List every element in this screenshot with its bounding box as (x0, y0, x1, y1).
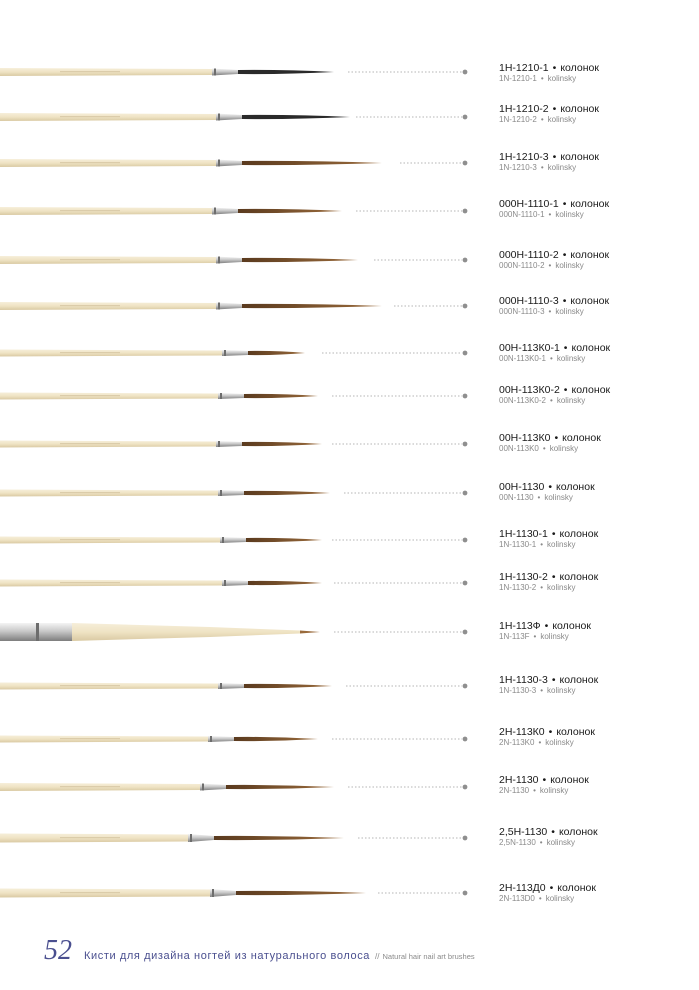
brush-ferrule-ring (218, 303, 220, 310)
page-footer (44, 935, 475, 965)
brush-hair (238, 209, 342, 213)
brush-imprint (60, 738, 120, 739)
brush-4 (0, 207, 467, 215)
brush-ferrule-ring (214, 208, 216, 215)
brush-material-en: kolinsky (547, 74, 577, 83)
brush-9 (0, 441, 467, 448)
brush-label-en (499, 210, 694, 220)
leader-dot (463, 442, 468, 447)
bullet: • (562, 198, 567, 210)
bullet: • (538, 894, 542, 903)
brush-imprint (60, 210, 120, 211)
brush-code: 1Н-113Ф (499, 620, 541, 632)
brush-material-en: kolinsky (547, 163, 577, 172)
brush-hair (234, 737, 318, 741)
brush-ferrule-ring (222, 537, 224, 543)
brush-material-en: kolinsky (546, 838, 576, 847)
bullet: • (544, 620, 549, 632)
brush-8 (0, 393, 467, 400)
brush-material: колонок (560, 103, 599, 115)
brush-hair (248, 581, 322, 585)
brush-material-en: kolinsky (545, 738, 574, 747)
brush-handle (72, 623, 300, 641)
brush-code: 00Н-113К0-1 (499, 342, 560, 354)
bullet: • (540, 686, 544, 695)
brush-imprint (60, 685, 120, 686)
bullet: • (540, 115, 544, 124)
leader-dot (463, 258, 468, 263)
footer-title-en: Natural hair nail art brushes (382, 952, 475, 961)
brush-hair (242, 258, 358, 262)
brush-hair (238, 70, 334, 74)
brush-ferrule-ring (218, 160, 220, 167)
brush-material: колонок (570, 249, 610, 261)
bullet: • (550, 396, 553, 405)
brush-5 (0, 256, 467, 264)
brush-hair (242, 442, 322, 446)
bullet: • (563, 342, 568, 354)
brush-imprint (60, 582, 120, 583)
bullet: • (550, 354, 553, 363)
brush-3 (0, 159, 467, 167)
brush-label-ru (499, 295, 694, 307)
brush-material: колонок (571, 384, 611, 396)
brush-15 (0, 736, 467, 743)
bullet: • (552, 151, 557, 163)
brush-label-10 (499, 481, 694, 503)
leader-dot (463, 836, 468, 841)
brush-label-en (499, 493, 694, 503)
brush-material: колонок (558, 826, 598, 838)
brush-hair (214, 836, 344, 840)
brush-label-3 (499, 151, 694, 173)
brush-1 (0, 68, 467, 76)
brush-code-en: 1N-1130-1 (499, 540, 537, 549)
leader-dot (463, 394, 468, 399)
brush-code: 00Н-113К0 (499, 432, 551, 444)
leader-dot (463, 304, 468, 309)
brush-material: колонок (570, 198, 610, 210)
brush-code: 1Н-1130-3 (499, 674, 548, 686)
brush-code-en: 1N-1210-2 (499, 115, 537, 124)
brush-material-en: kolinsky (540, 632, 569, 641)
brush-hair (248, 351, 305, 355)
brush-imprint (60, 305, 120, 306)
brush-code-en: 1N-1130-3 (499, 686, 537, 695)
brush-label-en (499, 786, 694, 796)
brush-label-en (499, 686, 694, 696)
brush-code: 2Н-113Д0 (499, 882, 546, 894)
leader-dot (463, 538, 468, 543)
brush-label-en (499, 354, 694, 364)
bullet: • (533, 632, 537, 641)
brush-label-en (499, 583, 694, 593)
brush-label-ru (499, 882, 694, 894)
brush-label-5 (499, 249, 694, 271)
brush-label-en (499, 307, 694, 317)
leader-dot (463, 70, 468, 75)
brush-material-en: kolinsky (547, 115, 577, 124)
brush-code: 000Н-1110-3 (499, 295, 559, 307)
leader-dot (463, 351, 468, 356)
brush-material: колонок (562, 432, 601, 444)
brush-imprint (60, 116, 120, 117)
bullet: • (540, 540, 544, 549)
brush-material-en: kolinsky (556, 354, 586, 363)
brush-material: колонок (557, 882, 596, 894)
leader-dot (463, 891, 468, 896)
brush-hair (300, 631, 320, 634)
brush-label-ru (499, 620, 694, 632)
brush-ferrule-ring (210, 736, 212, 742)
brush-label-en (499, 540, 694, 550)
bullet: • (540, 163, 544, 172)
leader-dot (463, 684, 468, 689)
brush-18 (0, 889, 467, 898)
brush-label-17 (499, 826, 694, 848)
bullet: • (549, 882, 554, 894)
brush-label-1 (499, 62, 694, 84)
brush-material: колонок (550, 774, 589, 786)
brush-imprint (60, 71, 120, 72)
bullet: • (540, 74, 544, 83)
brush-label-en (499, 163, 694, 173)
footer-title-ru: Кисти для дизайна ногтей из натурального волоса (84, 950, 371, 962)
brush-label-en (499, 74, 694, 84)
brush-label-ru (499, 774, 694, 786)
bullet: • (552, 103, 557, 115)
brush-code-en: 1N-1210-3 (499, 163, 537, 172)
brush-label-en (499, 894, 694, 904)
brush-ferrule-ring (218, 114, 220, 121)
brush-ferrule-ring (190, 834, 192, 842)
bullet: • (548, 261, 552, 270)
brush-ferrule-ring (212, 889, 214, 897)
leader-dot (463, 161, 468, 166)
brush-label-6 (499, 295, 694, 317)
brush-material-en: kolinsky (545, 894, 575, 903)
bullet: • (548, 726, 553, 738)
brush-code-en: 000N-1110-3 (499, 307, 545, 316)
brush-label-8 (499, 384, 694, 406)
brush-code-en: 1N-113F (499, 632, 530, 641)
brush-ferrule-ring (220, 393, 222, 399)
brush-material: колонок (556, 481, 595, 493)
brush-hair (242, 115, 350, 119)
brush-imprint (60, 443, 120, 444)
brush-label-11 (499, 528, 694, 550)
bullet: • (542, 774, 547, 786)
brush-material: колонок (556, 726, 595, 738)
brush-code-en: 00N-113K0-2 (499, 396, 546, 405)
brush-hair (242, 304, 382, 308)
brush-label-ru (499, 674, 694, 686)
brush-code: 000Н-1110-1 (499, 198, 559, 210)
leader-dot (463, 737, 468, 742)
brush-code-en: 000N-1110-2 (499, 261, 545, 270)
brush-label-en (499, 444, 694, 454)
brush-10 (0, 490, 467, 497)
bullet: • (562, 295, 567, 307)
brush-code-en: 2N-1130 (499, 786, 530, 795)
brush-code: 1Н-1210-3 (499, 151, 549, 163)
leader-dot (463, 581, 468, 586)
bullet: • (539, 838, 543, 847)
brush-code-en: 2,5N-1130 (499, 838, 536, 847)
brush-code-en: 2N-113D0 (499, 894, 535, 903)
brush-code: 000Н-1110-2 (499, 249, 559, 261)
leader-dot (463, 491, 468, 496)
brush-label-ru (499, 198, 694, 210)
brush-material-en: kolinsky (549, 444, 579, 453)
brush-label-15 (499, 726, 694, 748)
brush-code: 00Н-1130 (499, 481, 545, 493)
leader-dot (463, 115, 468, 120)
brush-label-ru (499, 103, 694, 115)
brush-label-9 (499, 432, 694, 454)
brush-label-2 (499, 103, 694, 125)
brush-imprint (60, 162, 120, 163)
brush-imprint (60, 259, 120, 260)
brush-imprint (60, 395, 120, 396)
brush-label-en (499, 632, 694, 642)
brush-label-ru (499, 481, 694, 493)
bullet: • (533, 786, 536, 795)
brush-material: колонок (560, 151, 599, 163)
brush-13 (0, 623, 467, 641)
brush-17 (0, 834, 467, 843)
brush-ferrule-ring (202, 784, 204, 791)
bullet: • (551, 528, 556, 540)
brush-label-ru (499, 342, 694, 354)
brush-material-en: kolinsky (556, 396, 586, 405)
brush-ferrule-ring (214, 69, 216, 76)
brush-code: 2Н-1130 (499, 774, 539, 786)
brush-label-4 (499, 198, 694, 220)
brush-code: 2,5Н-1130 (499, 826, 548, 838)
brush-code-en: 00N-1130 (499, 493, 534, 502)
brush-imprint (60, 352, 120, 353)
brush-label-en (499, 115, 694, 125)
leader-dot (463, 785, 468, 790)
brush-14 (0, 683, 467, 690)
brush-material-en: kolinsky (547, 540, 576, 549)
bullet: • (540, 583, 544, 592)
brush-label-13 (499, 620, 694, 642)
brush-label-12 (499, 571, 694, 593)
bullet: • (551, 571, 556, 583)
brush-code-en: 1N-1130-2 (499, 583, 537, 592)
brush-ferrule-ring (218, 441, 220, 447)
brush-imprint (60, 892, 120, 893)
brush-material: колонок (559, 674, 599, 686)
brush-label-14 (499, 674, 694, 696)
brush-material-en: kolinsky (547, 583, 576, 592)
brush-11 (0, 537, 467, 544)
brush-code-en: 00N-113K0 (499, 444, 539, 453)
brush-material: колонок (559, 571, 599, 583)
brush-label-en (499, 261, 694, 271)
brush-label-en (499, 838, 694, 848)
brush-material: колонок (559, 528, 599, 540)
brush-code: 00Н-113К0-2 (499, 384, 560, 396)
brush-7 (0, 350, 467, 357)
brush-hair (244, 394, 318, 398)
brush-material-en: kolinsky (555, 210, 584, 219)
bullet: • (554, 432, 559, 444)
brush-material: колонок (552, 620, 591, 632)
brush-ferrule-ring (224, 350, 226, 356)
brush-code: 1Н-1210-2 (499, 103, 549, 115)
brush-material-en: kolinsky (555, 307, 584, 316)
brush-label-ru (499, 62, 694, 74)
brush-label-18 (499, 882, 694, 904)
brush-label-ru (499, 726, 694, 738)
brush-label-16 (499, 774, 694, 796)
brush-material: колонок (571, 342, 611, 354)
brush-material-en: kolinsky (539, 786, 569, 795)
brush-label-ru (499, 432, 694, 444)
brush-code-en: 2N-113K0 (499, 738, 535, 747)
bullet: • (563, 384, 568, 396)
brush-imprint (60, 492, 120, 493)
brush-imprint (60, 539, 120, 540)
brush-6 (0, 302, 467, 310)
brush-code: 1Н-1210-1 (499, 62, 549, 74)
footer-separator: // (375, 952, 380, 961)
brush-code: 1Н-1130-1 (499, 528, 548, 540)
bullet: • (562, 249, 567, 261)
brush-label-ru (499, 249, 694, 261)
brush-code-en: 000N-1110-1 (499, 210, 545, 219)
brush-ferrule-ring (224, 580, 226, 586)
bullet: • (548, 210, 552, 219)
brush-label-ru (499, 826, 694, 838)
brush-label-en (499, 396, 694, 406)
brush-label-7 (499, 342, 694, 364)
brush-2 (0, 113, 467, 121)
brush-hair (244, 684, 332, 688)
brush-material-en: kolinsky (544, 493, 573, 502)
brush-label-ru (499, 384, 694, 396)
bullet: • (548, 481, 553, 493)
brush-hair (236, 891, 366, 895)
brush-material-en: kolinsky (555, 261, 584, 270)
brush-label-ru (499, 151, 694, 163)
bullet: • (537, 493, 541, 502)
brush-hair (226, 785, 334, 789)
brush-label-ru (499, 528, 694, 540)
brush-16 (0, 783, 467, 791)
brush-ferrule-ring (36, 623, 39, 641)
brush-12 (0, 580, 467, 587)
leader-dot (463, 209, 468, 214)
bullet: • (551, 826, 555, 838)
brush-material-en: kolinsky (547, 686, 576, 695)
bullet: • (548, 307, 552, 316)
bullet: • (538, 738, 542, 747)
brush-hair (242, 161, 382, 165)
brush-ferrule-ring (218, 257, 220, 264)
brush-hair (244, 491, 330, 495)
brush-imprint (60, 786, 120, 787)
brush-hair (246, 538, 322, 542)
brush-code: 2Н-113К0 (499, 726, 545, 738)
brush-material: колонок (560, 62, 599, 74)
brush-code: 1Н-1130-2 (499, 571, 548, 583)
bullet: • (551, 674, 556, 686)
brush-imprint (60, 837, 120, 838)
brush-code-en: 00N-113K0-1 (499, 354, 546, 363)
bullet: • (552, 62, 557, 74)
bullet: • (542, 444, 546, 453)
brush-ferrule-ring (220, 683, 222, 689)
brush-code-en: 1N-1210-1 (499, 74, 537, 83)
brush-label-en (499, 738, 694, 748)
brush-material: колонок (570, 295, 610, 307)
leader-dot (463, 630, 468, 635)
brush-ferrule-ring (220, 490, 222, 496)
brush-label-ru (499, 571, 694, 583)
page-number: 52 (44, 935, 72, 966)
